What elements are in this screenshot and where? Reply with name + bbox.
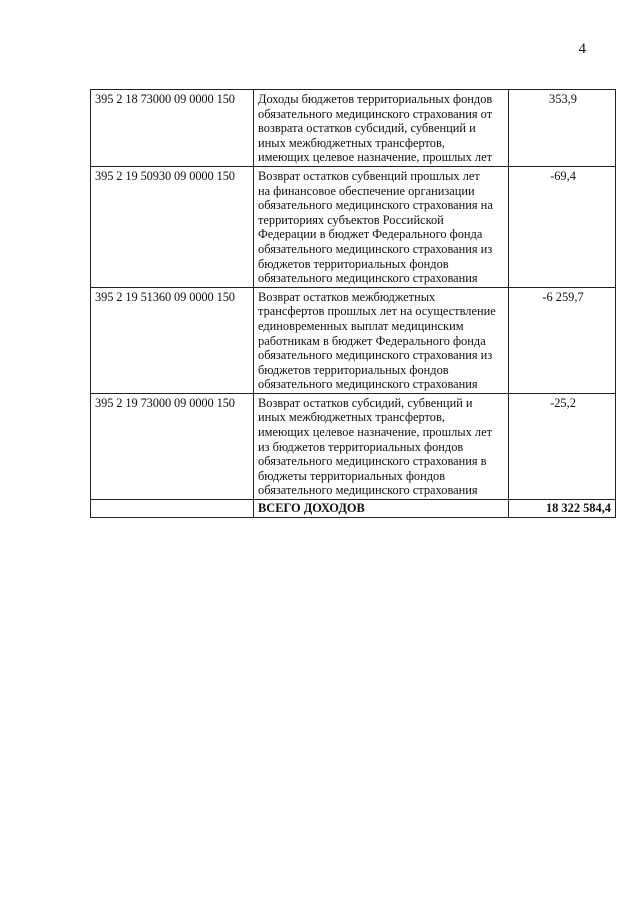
table-row xyxy=(91,393,616,499)
table-row xyxy=(91,287,616,393)
amount-cell: 353,9 xyxy=(509,90,616,167)
total-code-cell xyxy=(91,500,254,518)
income-name-line: иных межбюджетных трансфертов, xyxy=(258,135,445,150)
income-name-line: обязательного медицинского страхования xyxy=(258,271,478,286)
table-row xyxy=(91,166,616,287)
income-name-line: Возврат остатков субсидий, субвенций и xyxy=(258,395,473,410)
income-name-line: возврата остатков субсидий, субвенций и xyxy=(258,121,476,136)
table-row xyxy=(91,90,616,167)
total-amount: 18 322 584,4 xyxy=(509,500,616,518)
budget-code-cell: 395 2 18 73000 09 0000 150 xyxy=(91,90,254,167)
income-name-line: бюджеты территориальных фондов xyxy=(258,468,446,483)
income-name-line: иных межбюджетных трансфертов, xyxy=(258,410,445,425)
income-name-cell xyxy=(254,393,509,499)
income-name-line: из бюджетов территориальных фондов xyxy=(258,439,464,454)
income-name-line: трансфертов прошлых лет на осуществление xyxy=(258,304,496,319)
income-name-line: имеющих целевое назначение, прошлых лет xyxy=(258,425,493,440)
income-name-line: обязательного медицинского страхования от xyxy=(258,106,493,121)
budget-code-cell: 395 2 19 73000 09 0000 150 xyxy=(91,393,254,499)
income-name-line: обязательного медицинского страхования xyxy=(258,483,478,498)
income-name-line: бюджетов территориальных фондов xyxy=(258,362,449,377)
income-name-line: Федерации в бюджет Федерального фонда xyxy=(258,227,483,242)
income-name-line: на финансовое обеспечение организации xyxy=(258,183,475,198)
income-name-line: имеющих целевое назначение, прошлых лет xyxy=(258,150,493,165)
income-name-line: Возврат остатков межбюджетных xyxy=(258,289,436,304)
income-name-line: Возврат остатков субвенций прошлых лет xyxy=(258,168,480,183)
income-name-line: обязательного медицинского страхования xyxy=(258,377,478,392)
income-name-line: территориях субъектов Российской xyxy=(258,212,444,227)
income-name-line: обязательного медицинского страхования из xyxy=(258,241,493,256)
income-name-line: обязательного медицинского страхования в xyxy=(258,454,487,469)
total-row xyxy=(91,500,616,518)
budget-code-cell: 395 2 19 50930 09 0000 150 xyxy=(91,166,254,287)
amount-cell: -69,4 xyxy=(509,166,616,287)
budget-code-cell: 395 2 19 51360 09 0000 150 xyxy=(91,287,254,393)
income-name-line: работникам в бюджет Федерального фонда xyxy=(258,333,486,348)
page-number: 4 xyxy=(578,41,586,57)
amount-cell: -25,2 xyxy=(509,393,616,499)
income-name-cell xyxy=(254,287,509,393)
income-name-line: обязательного медицинского страхования из xyxy=(258,348,493,363)
income-name-line: единовременных выплат медицинским xyxy=(258,318,464,333)
income-name-line: Доходы бюджетов территориальных фондов xyxy=(258,92,493,106)
income-name-cell xyxy=(254,166,509,287)
amount-cell: -6 259,7 xyxy=(509,287,616,393)
income-name-cell xyxy=(254,90,509,167)
total-label: ВСЕГО ДОХОДОВ xyxy=(254,500,509,518)
income-name-line: бюджетов территориальных фондов xyxy=(258,256,449,271)
income-name-line: обязательного медицинского страхования на xyxy=(258,198,493,213)
income-table xyxy=(90,89,616,518)
